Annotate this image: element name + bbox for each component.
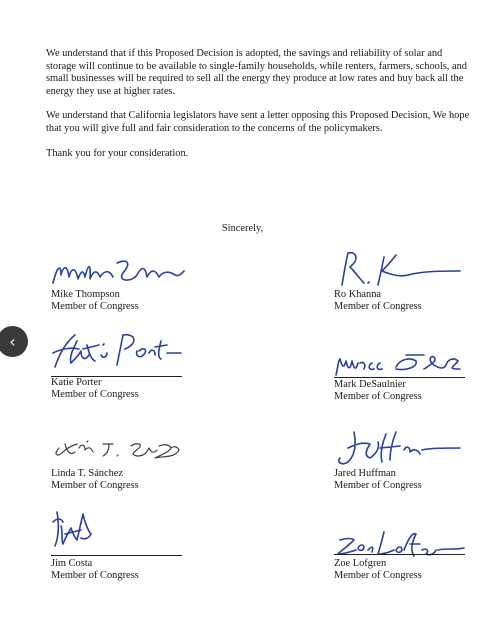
signature-mark-desaulnier (334, 341, 469, 381)
signatory-title: Member of Congress (334, 570, 422, 581)
signatory-name: Jared Huffman (334, 468, 396, 479)
signature-jim-costa (51, 508, 186, 548)
signature-jared-huffman (334, 428, 469, 468)
signature-line (334, 377, 465, 378)
signature-ro-khanna (334, 249, 469, 289)
signatory-title: Member of Congress (51, 480, 139, 491)
signatory-name: Zoe Lofgren (334, 558, 387, 569)
signatory-name: Ro Khanna (334, 289, 382, 300)
signatory-title: Member of Congress (334, 301, 422, 312)
body-paragraph-savings: We understand that if this Proposed Decision is adopted, the savings and reliability of solar and storage will continue to be available to single-family households, while renters, farmers, schools, and small businesses will be required to sell all the energy they produce at low rates and buy back all the energy they use at higher rates. (46, 48, 467, 97)
signatory-name: Mark DeSaulnier (334, 379, 406, 390)
signature-line (51, 555, 182, 556)
signatory-title: Member of Congress (334, 480, 422, 491)
signatory-name: Mike Thompson (51, 289, 120, 300)
signatory-name: Jim Costa (51, 558, 93, 569)
signatory-title: Member of Congress (51, 301, 139, 312)
signature-mike-thompson (51, 253, 186, 293)
signature-katie-porter (51, 331, 186, 371)
signatory-title: Member of Congress (51, 389, 139, 400)
signatory-title: Member of Congress (334, 391, 422, 402)
closing-sincerely: Sincerely, (221, 223, 264, 234)
body-paragraph-thanks: Thank you for your consideration. (46, 148, 189, 159)
chevron-left-icon: ‹ (9, 332, 16, 351)
signatory-title: Member of Congress (51, 570, 139, 581)
signature-line (334, 554, 465, 555)
signature-linda-sanchez (51, 430, 186, 470)
signatory-name: Katie Porter (51, 377, 102, 388)
body-paragraph-legislators: We understand that California legislators have sent a letter opposing this Proposed Decision, We hope that you will give full and fair consideration to the concerns of the policymakers. (46, 110, 470, 134)
signatory-name: Linda T. Sánchez (51, 468, 124, 479)
